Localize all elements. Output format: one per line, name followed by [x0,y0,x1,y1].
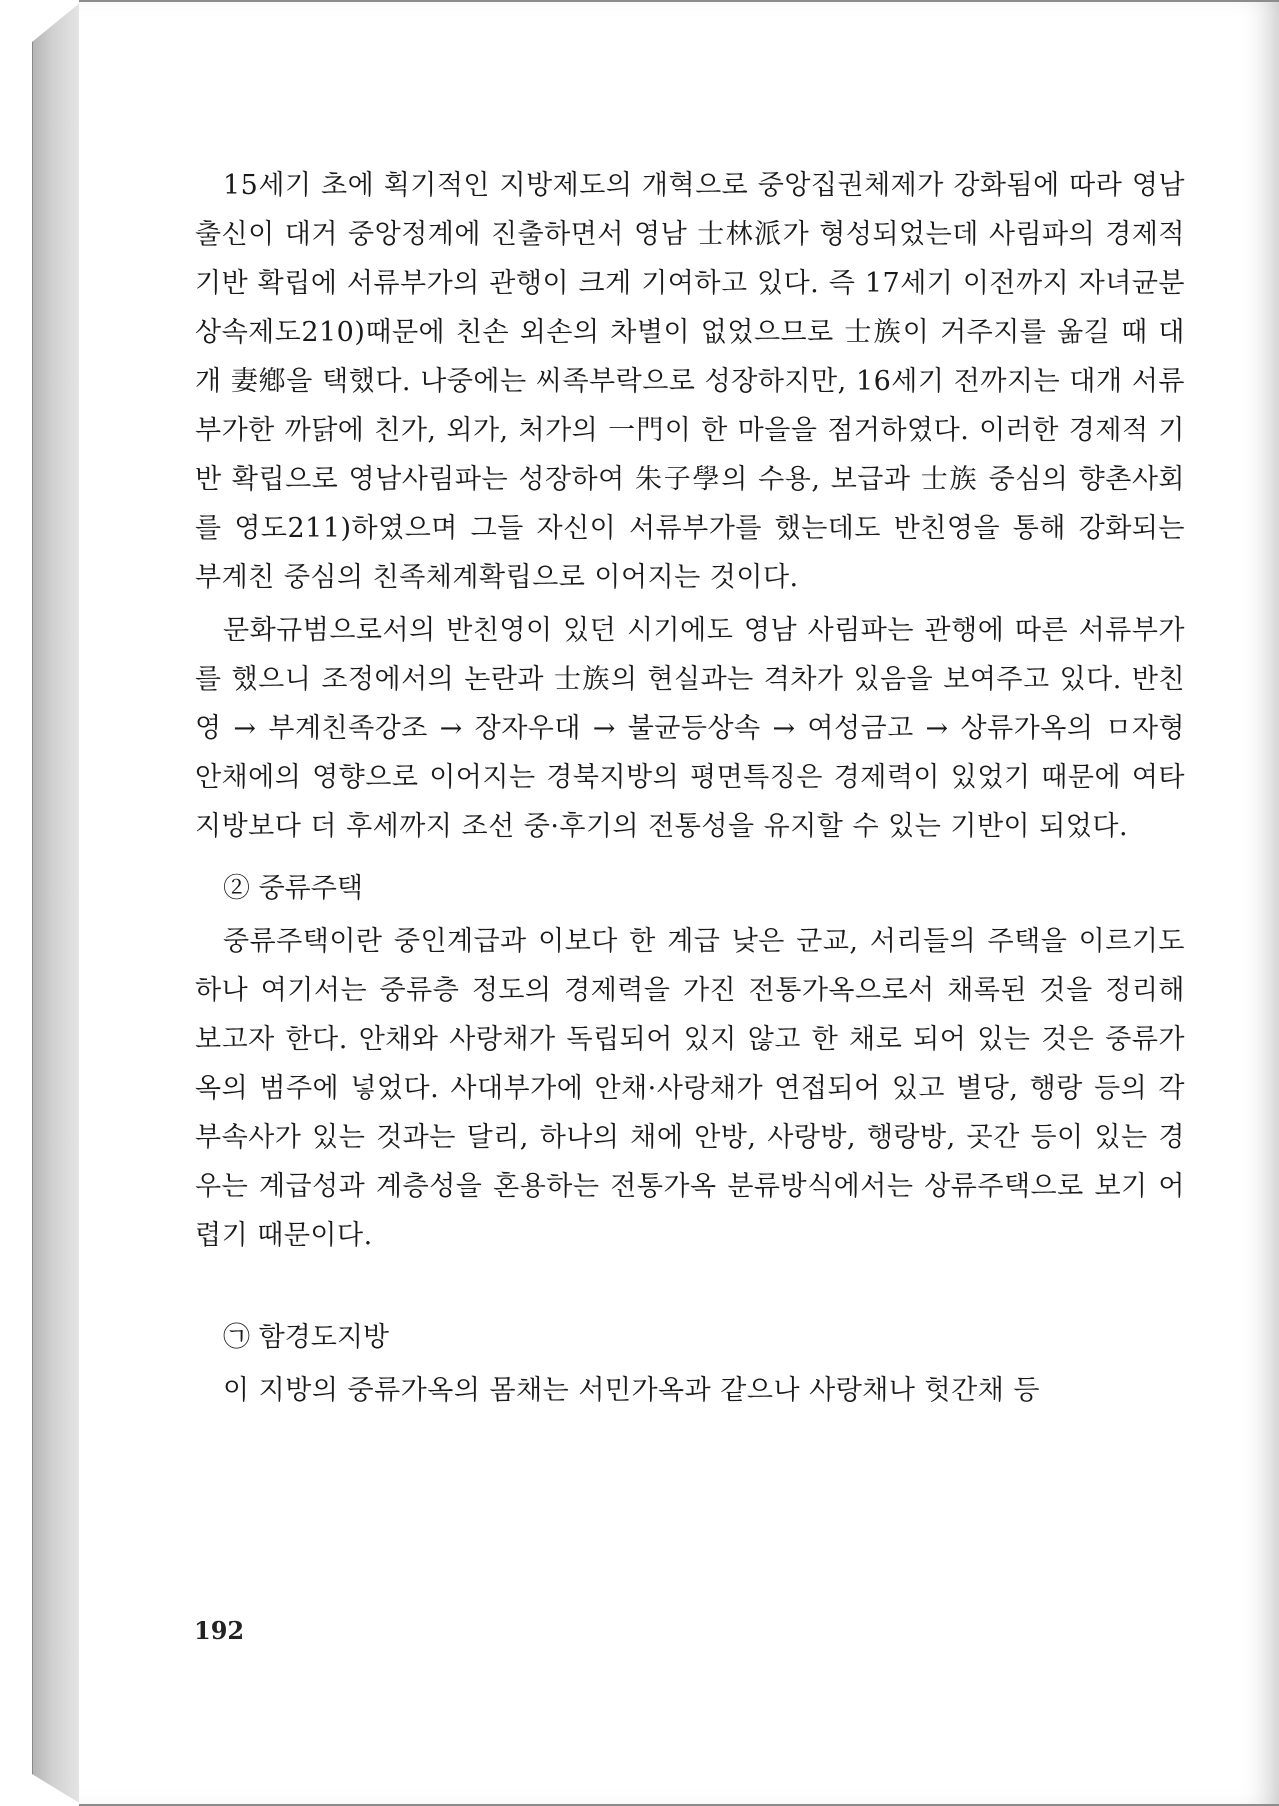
paragraph-middle-class-housing: 중류주택이란 중인계급과 이보다 한 계급 낮은 군교, 서리들의 주택을 이르기도 하나 여기서는 중류층 정도의 경제력을 가진 전통가옥으로서 채록된 것을 정리해 보고자 한다. 안채와 사랑채가 독립되어 있지 않고 한 채로 되어 있는 것은 중류가옥의 범주에 넣었다. 사대부가에 안채·사랑채가 연접되어 있고 별당, 행랑 등의 각 부속사가 있는 것과는 달리, 하나의 채에 안방, 사랑방, 행랑방, 곳간 등이 있는 경우는 계급성과 계층성을 혼용하는 전통가옥 분류방식에서는 상류주택으로 보기 어렵기 때문이다. [195,926,1185,1251]
book-spine [32,2,81,1804]
page-number: 192 [194,1616,245,1645]
paragraph-hamgyeong: 이 지방의 중류가옥의 몸채는 서민가옥과 같으나 사랑채나 헛간채 등 [223,1375,1040,1406]
book-page [79,0,1279,1806]
section-heading-middle-class-housing: ② 중류주택 [223,873,363,904]
paragraph-1: 15세기 초에 획기적인 지방제도의 개혁으로 중앙집권체제가 강화됨에 따라 영남출신이 대거 중앙정계에 진출하면서 영남 士林派가 형성되었는데 사림파의 경제적 기반 확립에 서류부가의 관행이 크게 기여하고 있다. 즉 17세기 이전까지 자녀균분 상속제도210)때문에 친손 외손의 차별이 없었으므로 士族이 거주지를 옮길 때 대개 妻鄕을 택했다. 나중에는 씨족부락으로 성장하지만, 16세기 전까지는 대개 서류부가한 까닭에 친가, 외가, 처가의 一門이 한 마을을 점거하였다. 이러한 경제적 기반 확립으로 영남사림파는 성장하여 朱子學의 수용, 보급과 士族 중심의 향촌사회를 영도211)하였으며 그들 자신이 서류부가를 했는데도 반친영을 통해 강화되는 부계친 중심의 친족체계확립으로 이어지는 것이다. [195,170,1185,593]
section-heading-hamgyeong: ㉠ 함경도지방 [223,1322,389,1353]
page-content [195,161,1185,1415]
paragraph-2: 문화규범으로서의 반친영이 있던 시기에도 영남 사림파는 관행에 따른 서류부가를 했으니 조정에서의 논란과 士族의 현실과는 격차가 있음을 보여주고 있다. 반친영 → 부계친족강조 → 장자우대 → 불균등상속 → 여성금고 → 상류가옥의 ㅁ자형 안채에의 영향으로 이어지는 경북지방의 평면특징은 경제력이 있었기 때문에 여타지방보다 더 후세까지 조선 중·후기의 전통성을 유지할 수 있는 기반이 되었다. [195,615,1185,842]
